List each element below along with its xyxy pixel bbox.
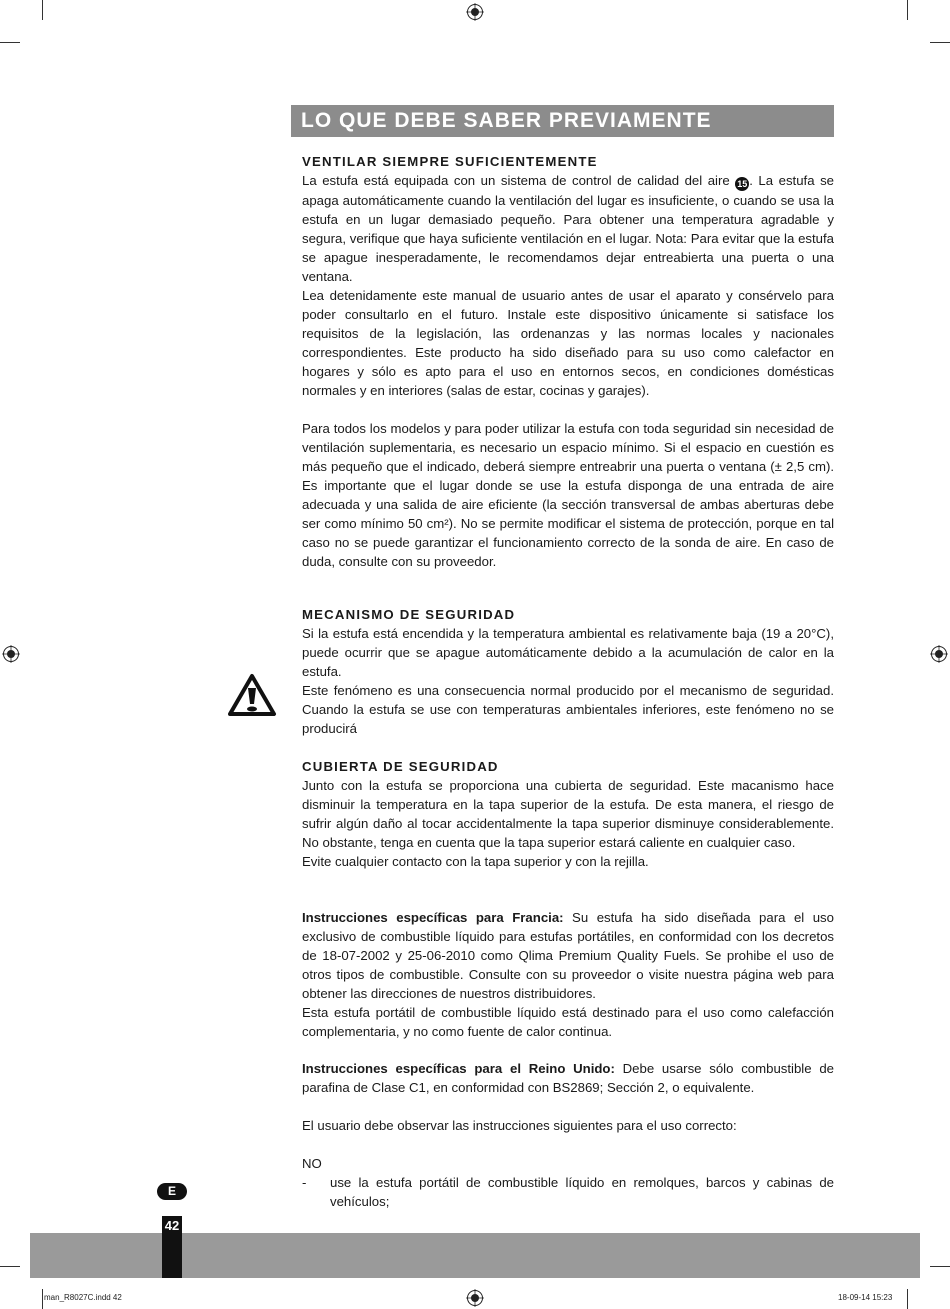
section-france	[302, 908, 834, 1041]
paragraph	[302, 171, 834, 286]
paragraph-label: Instrucciones específicas para el Reino Unido:	[302, 1061, 615, 1076]
registration-mark-icon	[466, 3, 484, 21]
page-title: LO QUE DEBE SABER PREVIAMENTE	[301, 109, 712, 132]
paragraph-text: Su estufa ha sido diseñada para el uso exclusivo de combustible líquido para estufas portátiles, en conformidad con los decretos de 18-07-2002 y 25-06-2010 como Qlima Premium Quality Fuels. Se prohibe el uso de otros tipos de combustible. Consulte con su proveedor o visite nuestra página web para obtener las direcciones de nuestros distribuidores.	[302, 910, 834, 1001]
language-badge: E	[157, 1183, 187, 1200]
list-item	[302, 1173, 834, 1211]
page-number: 42	[164, 1218, 180, 1233]
crop-mark	[907, 1289, 908, 1309]
page-title-bar	[291, 105, 834, 137]
warning-triangle-icon	[227, 673, 277, 717]
crop-mark	[42, 1289, 43, 1309]
paragraph: El usuario debe observar las instrucciones siguientes para el uso correcto:	[302, 1118, 737, 1133]
print-slug-date: 18-09-14 15:23	[838, 1293, 893, 1302]
crop-mark	[930, 1266, 950, 1267]
paragraph: Para todos los modelos y para poder utilizar la estufa con toda seguridad sin necesidad de ventilación suplementaria, es necesario un espacio mínimo. Si el espacio en cuestión es más pequeño que el indicado, deberá siempre entreabrir una puerta o ventana (± 2,5 cm). Es importante que el lugar donde se use la estufa disponga de una entrada de aire adecuada y una salida de aire eficiente (la sección transversal de ambas aberturas debe ser como mínimo 50 cm²). No se permite modificar el sistema de protección, porque en tal caso no se puede garantizar el funcionamiento correcto de la sonda de aire. En caso de duda, consulte con su proveedor.	[302, 421, 834, 569]
print-slug-file: man_R8027C.indd 42	[44, 1293, 122, 1302]
paragraph-text: La estufa está equipada con un sistema de control de calidad del aire	[302, 173, 730, 188]
paragraph: Junto con la estufa se proporciona una cubierta de seguridad. Este macanismo hace disminuir la temperatura en la tapa superior de la estufa. De esta manera, el riesgo de sufrir algún daño al tocar accidentalmente la tapa superior disminuye considerablemente. No obstante, tenga en cuenta que la tapa superior estará caliente en cualquier caso.	[302, 778, 834, 850]
paragraph: Esta estufa portátil de combustible líquido está destinado para el uso como calefacción complementaria, y no como fuente de calor continua.	[302, 1005, 834, 1039]
paragraph-text: . La estufa se apaga automáticamente cuando la ventilación del lugar es insuficiente, o cuando se usa la estufa en un lugar demasiado pequeño. Para obtener una temperatura agradable y segura, verifique que haya suficiente ventilación en el lugar. Nota: Para evitar que la estufa se apague inesperadamente, le recomendamos dejar entreabierta una puerta o una ventana.	[302, 173, 834, 284]
registration-mark-icon	[466, 1289, 484, 1307]
crop-mark	[42, 0, 43, 20]
crop-mark	[907, 0, 908, 20]
section-ventilation	[302, 152, 834, 571]
list-item-text: use la estufa portátil de combustible líquido en remolques, barcos y cabinas de vehículos;	[330, 1175, 834, 1209]
section-heading: CUBIERTA DE SEGURIDAD	[302, 759, 499, 774]
list-heading: NO	[302, 1156, 322, 1171]
section-safety-cover	[302, 757, 834, 871]
registration-mark-icon	[930, 645, 948, 663]
usage-intro	[302, 1116, 834, 1135]
section-heading: VENTILAR SIEMPRE SUFICIENTEMENTE	[302, 154, 598, 169]
paragraph: Si la estufa está encendida y la temperatura ambiental es relativamente baja (19 a 20°C), puede ocurrir que se apague automáticamente debido a la acumulación de calor en la estufa.	[302, 626, 834, 679]
crop-mark	[0, 42, 20, 43]
paragraph: Evite cualquier contacto con la tapa superior y con la rejilla.	[302, 854, 649, 869]
paragraph	[302, 908, 834, 1003]
figure-reference-badge: 15	[737, 179, 748, 189]
section-heading: MECANISMO DE SEGURIDAD	[302, 607, 516, 622]
section-safety-mechanism	[302, 605, 834, 738]
list-bullet: -	[302, 1175, 307, 1190]
paragraph	[302, 1059, 834, 1097]
prohibitions-list	[302, 1154, 834, 1211]
paragraph-label: Instrucciones específicas para Francia:	[302, 910, 564, 925]
paragraph-text: Debe usarse sólo combustible de parafina de Clase C1, en conformidad con BS2869; Sección 2, o equivalente.	[302, 1061, 834, 1095]
crop-mark	[0, 1266, 20, 1267]
paragraph: Este fenómeno es una consecuencia normal producido por el mecanismo de seguridad. Cuando la estufa se use con temperaturas ambientales inferiores, este fenómeno no se producirá	[302, 683, 834, 736]
registration-mark-icon	[2, 645, 20, 663]
crop-mark	[930, 42, 950, 43]
section-uk	[302, 1059, 834, 1097]
paragraph: Lea detenidamente este manual de usuario antes de usar el aparato y consérvelo para poder consultarlo en el futuro. Instale este dispositivo únicamente si satisface los requisitos de la legislación, las ordenanzas y las normas locales y nacionales correspondientes. Este producto ha sido diseñado para su uso como calefactor en hogares y sólo es apto para el uso en entornos secos, en condiciones domésticas normales y en interiores (salas de estar, cocinas y garajes).	[302, 288, 834, 398]
